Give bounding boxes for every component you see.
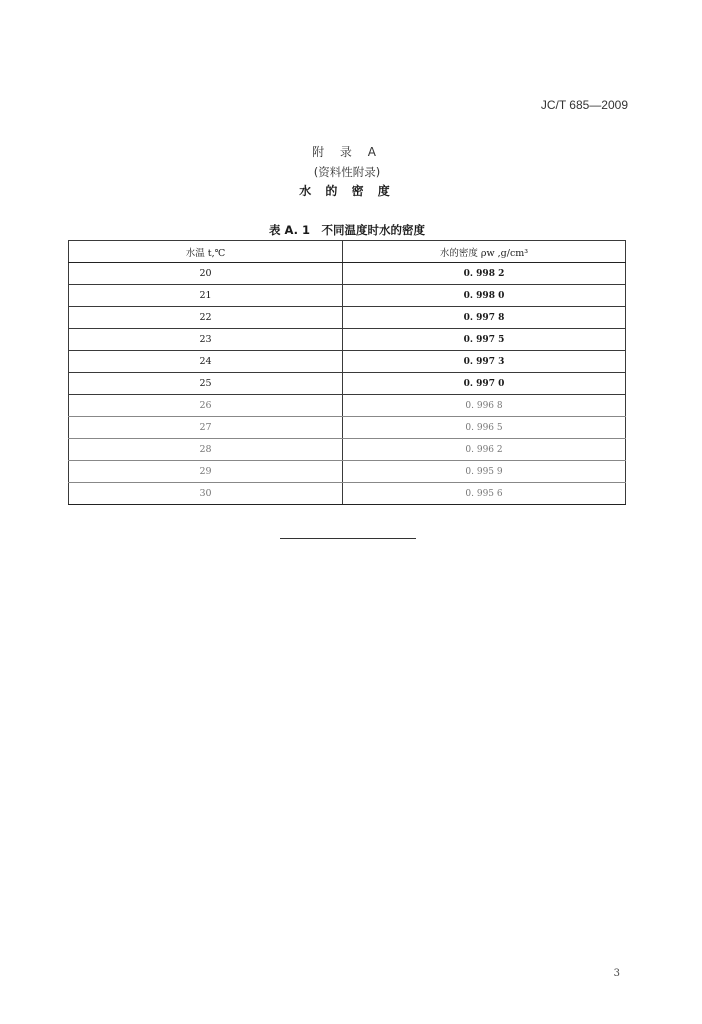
table-row bbox=[69, 351, 626, 373]
table-row bbox=[69, 439, 626, 461]
standard-code: JC/T 685—2009 bbox=[540, 98, 628, 112]
table-row bbox=[69, 395, 626, 417]
temperature-cell: 26 bbox=[69, 395, 343, 417]
table-row bbox=[69, 329, 626, 351]
table-row bbox=[69, 417, 626, 439]
annex-subject: 水 的 密 度 bbox=[299, 184, 395, 198]
table-row bbox=[69, 483, 626, 505]
annex-title: 附 录 A bbox=[312, 145, 382, 159]
temperature-cell: 25 bbox=[69, 373, 343, 395]
density-cell: 0. 997 3 bbox=[343, 351, 626, 373]
density-cell: 0. 998 0 bbox=[343, 285, 626, 307]
table-row bbox=[69, 461, 626, 483]
water-density-table bbox=[68, 240, 626, 505]
density-cell: 0. 996 2 bbox=[343, 439, 626, 461]
density-cell: 0. 997 5 bbox=[343, 329, 626, 351]
temperature-cell: 24 bbox=[69, 351, 343, 373]
table-row bbox=[69, 285, 626, 307]
density-cell: 0. 997 8 bbox=[343, 307, 626, 329]
annex-type: (资料性附录) bbox=[313, 165, 381, 179]
temperature-cell: 28 bbox=[69, 439, 343, 461]
header-temperature: 水温 t,℃ bbox=[69, 241, 343, 263]
density-cell: 0. 997 0 bbox=[343, 373, 626, 395]
temperature-cell: 22 bbox=[69, 307, 343, 329]
density-cell: 0. 996 8 bbox=[343, 395, 626, 417]
density-cell: 0. 995 9 bbox=[343, 461, 626, 483]
density-cell: 0. 996 5 bbox=[343, 417, 626, 439]
end-of-document-rule bbox=[280, 538, 416, 539]
page-number: 3 bbox=[613, 968, 620, 979]
temperature-cell: 30 bbox=[69, 483, 343, 505]
table-row bbox=[69, 263, 626, 285]
density-cell: 0. 995 6 bbox=[343, 483, 626, 505]
density-cell: 0. 998 2 bbox=[343, 263, 626, 285]
temperature-cell: 21 bbox=[69, 285, 343, 307]
temperature-cell: 29 bbox=[69, 461, 343, 483]
table-caption: 表 A. 1 不同温度时水的密度 bbox=[269, 223, 425, 237]
table-header-row bbox=[69, 241, 626, 263]
header-density: 水的密度 ρw ,g/cm³ bbox=[343, 241, 626, 263]
temperature-cell: 27 bbox=[69, 417, 343, 439]
temperature-cell: 23 bbox=[69, 329, 343, 351]
temperature-cell: 20 bbox=[69, 263, 343, 285]
table-row bbox=[69, 373, 626, 395]
table-row bbox=[69, 307, 626, 329]
